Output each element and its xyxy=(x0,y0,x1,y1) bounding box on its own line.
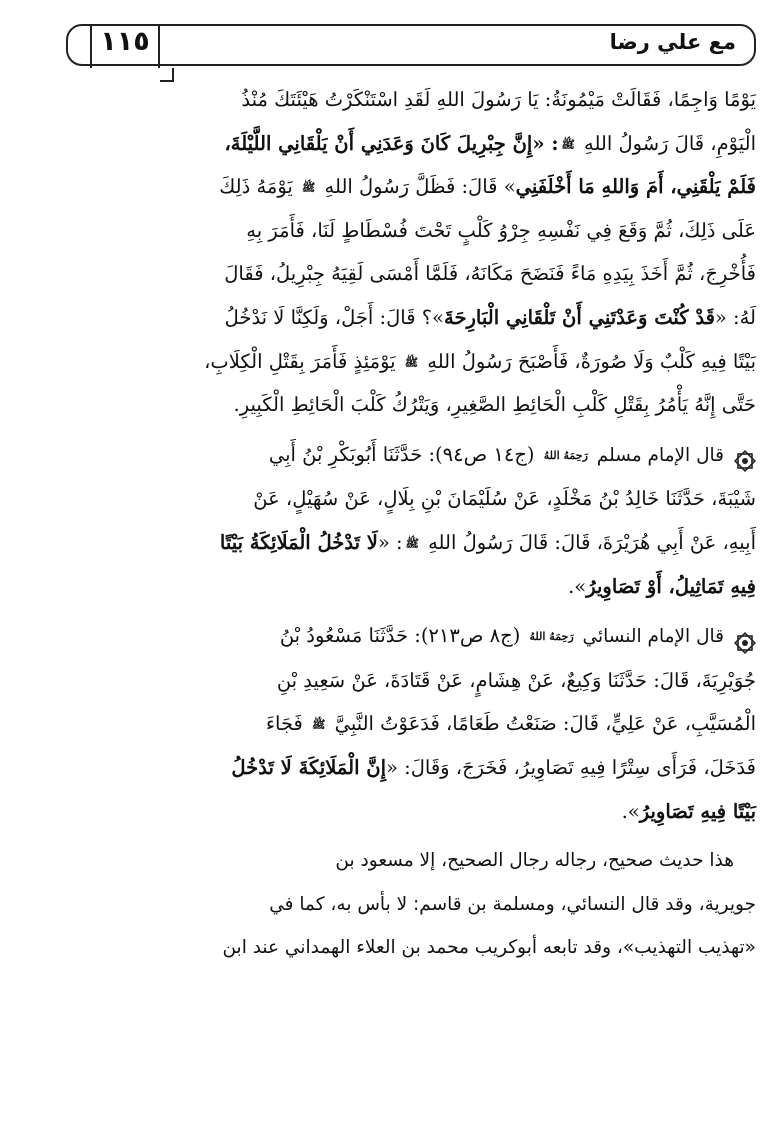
page-header xyxy=(66,24,756,66)
ornament-icon xyxy=(734,626,756,648)
salutation-mark: ﷺ xyxy=(302,181,316,195)
hadith-muslim-line: أَبِيهِ، عَنْ أَبِي هُرَيْرَةَ، قَالَ: قَالَ رَسُولُ اللهِ ﷺ: «لَا تَدْخُلُ الْمَلَائِكَةُ بَيْتًا xyxy=(219,530,756,554)
hadith-nasai-line: قال الإمام النسائي رَحِمَهُ اللهُ (ج٨ ص٢١٣): حَدَّثَنَا مَسْعُودُ بْنُ xyxy=(66,614,756,659)
narration-line: فَأُخْرِجَ، ثُمَّ أَخَذَ بِيَدِهِ مَاءً فَنَضَحَ مَكَانَهُ، فَلَمَّا أَمْسَى لَقِيَهُ جِبْرِيلُ، فَقَالَ xyxy=(224,262,756,286)
salutation-mark: ﷺ xyxy=(312,718,326,732)
hadith-nasai-line: الْمُسَيَّبِ، عَنْ عَلِيٍّ، قَالَ: صَنَعْتُ طَعَامًا، فَدَعَوْتُ النَّبِيَّ ﷺ فَجَاءَ xyxy=(265,712,756,736)
salutation-mark: ﷺ xyxy=(404,355,419,369)
page-number: ١١٥ xyxy=(100,26,150,57)
salutation-mark: ﷺ xyxy=(405,536,419,550)
narration-line: لَهُ: «قَدْ كُنْتَ وَعَدْتَنِي أَنْ تَلْقَانِي الْبَارِحَةَ»؟ قَالَ: أَجَلْ، وَلَكِنَّا لَا نَدْخُلُ xyxy=(224,305,756,329)
hadith-muslim-line: قال الإمام مسلم رَحِمَهُ اللهُ (ج١٤ ص٩٤): حَدَّثَنَا أَبُوبَكْرِ بْنُ أَبِي xyxy=(66,433,756,478)
narration-line: عَلَى ذَلِكَ، ثُمَّ وَقَعَ فِي نَفْسِهِ جِرْوُ كَلْبٍ تَحْتَ فُسْطَاطٍ لَنَا، فَأَمَرَ بِهِ xyxy=(246,218,756,242)
honorific-mark: رَحِمَهُ اللهُ xyxy=(543,448,588,462)
hadith-nasai-line: فَدَخَلَ، فَرَأَى سِتْرًا فِيهِ تَصَاوِيرُ، فَخَرَجَ، وَقَالَ: «إِنَّ الْمَلَائِكَةَ لَا تَدْخُلُ xyxy=(231,755,756,779)
salutation-mark: ﷺ xyxy=(561,137,575,151)
hadith-muslim-line: فِيهِ تَمَاثِيلُ، أَوْ تَصَاوِيرُ». xyxy=(568,574,756,598)
commentary-line: هذا حديث صحيح، رجاله رجال الصحيح، إلا مسعود بن xyxy=(335,850,734,872)
page-body xyxy=(66,78,756,970)
honorific-mark: رَحِمَهُ اللهُ xyxy=(529,630,574,644)
commentary-line: «تهذيب التهذيب»، وقد تابعه أبوكريب محمد بن العلاء الهمداني عند ابن xyxy=(222,937,756,959)
ornament-icon xyxy=(734,444,756,466)
commentary-line: جويرية، وقد قال النسائي، ومسلمة بن قاسم: لا بأس به، كما في xyxy=(269,893,756,915)
page-number-box xyxy=(90,24,160,68)
narration-line: الْيَوْمِ، قَالَ رَسُولُ اللهِ ﷺ: «إِنَّ جِبْرِيلَ كَانَ وَعَدَنِي أَنْ يَلْقَانِي اللَّيْلَةَ، xyxy=(224,131,756,155)
narration-line: يَوْمًا وَاجِمًا، فَقَالَتْ مَيْمُونَةُ: يَا رَسُولَ اللهِ لَقَدِ اسْتَنْكَرْتُ هَيْئَتَكَ مُنْذُ xyxy=(241,88,756,111)
hadith-nasai-line: جُوَيْرِيَةَ، قَالَ: حَدَّثَنَا وَكِيعٌ، عَنْ هِشَامٍ، عَنْ قَتَادَةَ، عَنْ سَعِيدِ بْنِ xyxy=(276,668,756,692)
hadith-nasai-line: بَيْتًا فِيهِ تَصَاوِيرُ». xyxy=(621,799,756,823)
running-title: مع علي رضا xyxy=(609,30,736,54)
hadith-muslim-line: شَيْبَةَ، حَدَّثَنَا خَالِدُ بْنُ مَخْلَدٍ، عَنْ سُلَيْمَانَ بْنِ بِلَالٍ، عَنْ سُهَيْلٍ، عَنْ xyxy=(253,487,756,511)
narration-line: بَيْتًا فِيهِ كَلْبٌ وَلَا صُورَةٌ، فَأَصْبَحَ رَسُولُ اللهِ ﷺ يَوْمَئِذٍ فَأَمَرَ بِقَتْلِ الْكِلَابِ، xyxy=(204,349,756,373)
narration-line: حَتَّى إِنَّهُ يَأْمُرُ بِقَتْلِ كَلْبِ الْحَائِطِ الصَّغِيرِ، وَيَتْرُكُ كَلْبَ الْحَائِطِ الْكَبِيرِ. xyxy=(233,393,756,417)
narration-line: فَلَمْ يَلْقَنِي، أَمَ وَاللهِ مَا أَخْلَفَنِي» قَالَ: فَظَلَّ رَسُولُ اللهِ ﷺ يَوْمَهُ ذَلِكَ xyxy=(219,175,756,199)
